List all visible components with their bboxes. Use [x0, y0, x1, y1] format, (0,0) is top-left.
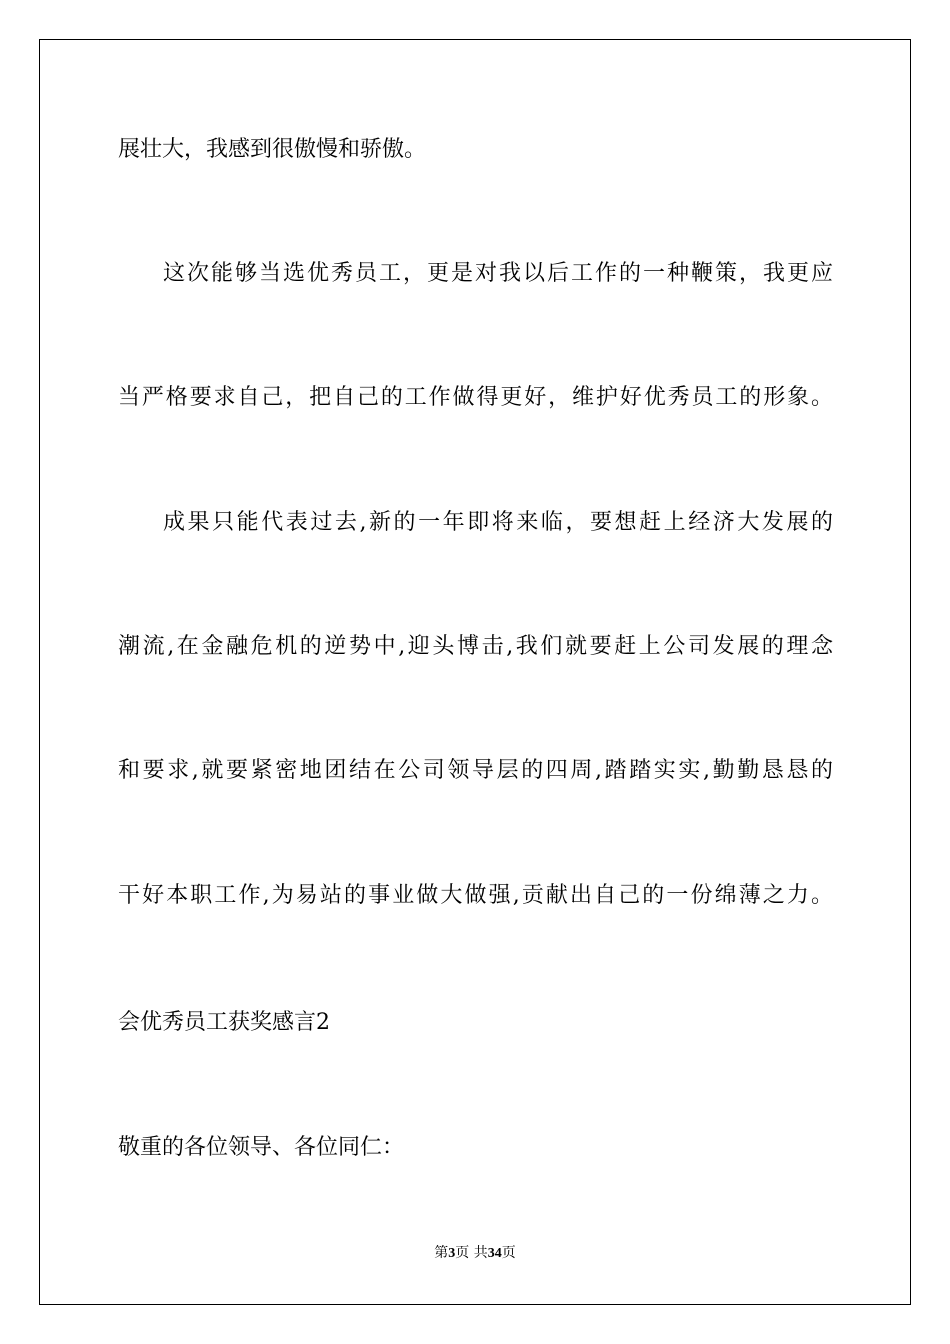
page-footer	[0, 1242, 950, 1262]
footer-page-number: 3	[448, 1246, 456, 1261]
page-frame	[39, 39, 911, 1305]
footer-suffix: 页	[501, 1245, 516, 1261]
section-heading: 会优秀员工获奖感言2	[118, 1010, 330, 1035]
paragraph-line-2: 这次能够当选优秀员工，更是对我以后工作的一种鞭策，我更应	[163, 261, 833, 286]
paragraph-line-5: 潮流,在金融危机的逆势中,迎头博击,我们就要赶上公司发展的理念	[118, 634, 833, 659]
salutation-line: 敬重的各位领导、各位同仁：	[118, 1135, 405, 1160]
paragraph-line-1: 展壮大，我感到很傲慢和骄傲。	[118, 137, 427, 162]
footer-mid: 页 共	[455, 1245, 488, 1261]
paragraph-line-6: 和要求,就要紧密地团结在公司领导层的四周,踏踏实实,勤勤恳恳的	[118, 758, 833, 783]
paragraph-line-3: 当严格要求自己，把自己的工作做得更好，维护好优秀员工的形象。	[118, 385, 833, 410]
paragraph-line-7: 干好本职工作,为易站的事业做大做强,贡献出自己的一份绵薄之力。	[118, 883, 833, 908]
footer-total-pages: 34	[487, 1246, 502, 1261]
footer-prefix: 第	[434, 1245, 449, 1261]
paragraph-line-4: 成果只能代表过去,新的一年即将来临，要想赶上经济大发展的	[163, 510, 833, 535]
